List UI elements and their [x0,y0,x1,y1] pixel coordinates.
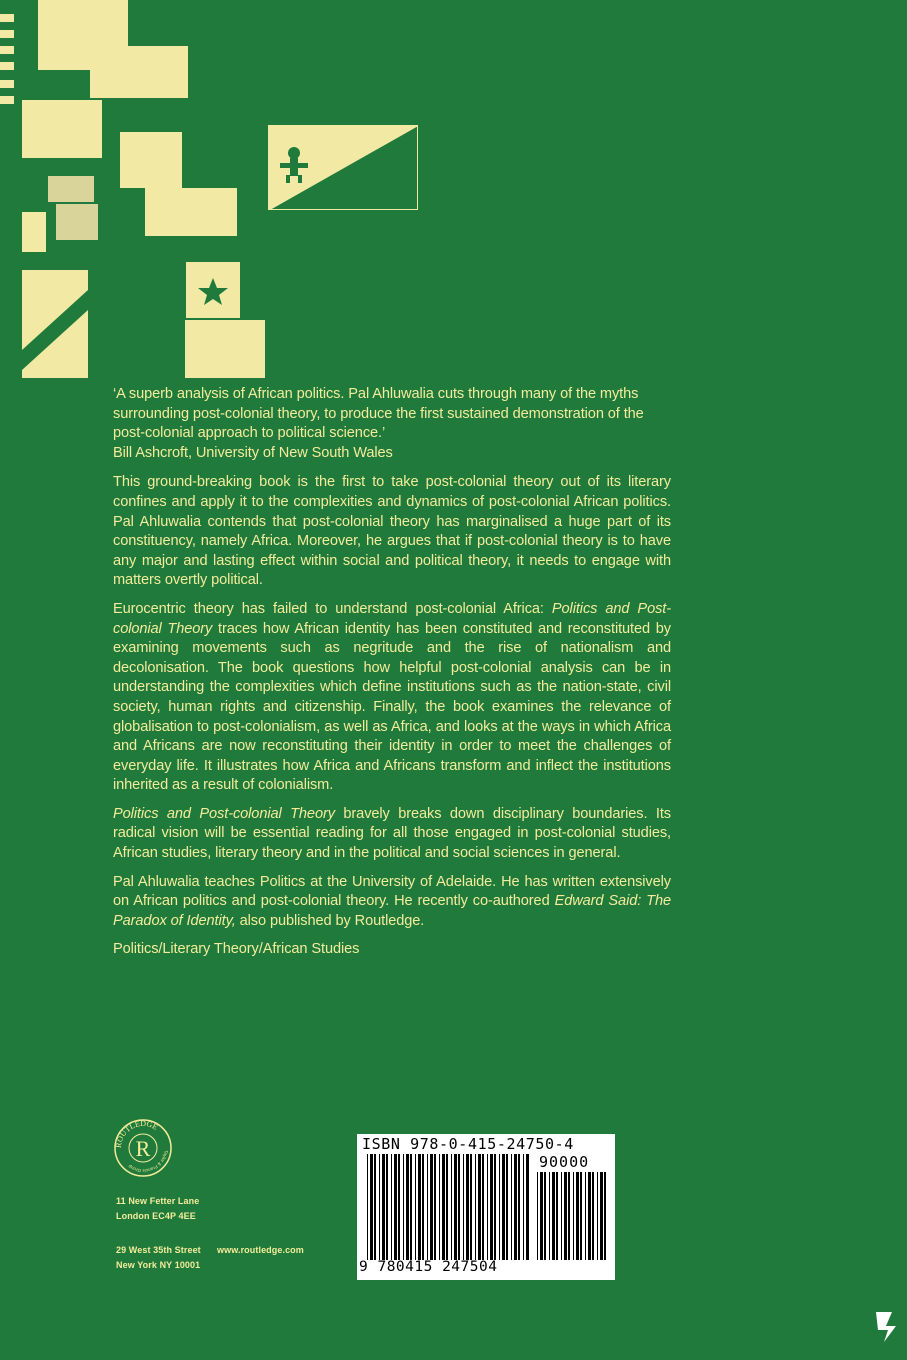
barcode-bar [549,1172,550,1260]
svg-text:Taylor & Francis Group: Taylor & Francis Group [127,1149,169,1174]
star-icon [196,276,230,306]
flag [145,188,237,236]
barcode-bar [370,1154,373,1260]
barcode-bar [430,1154,433,1260]
barcode-bar [475,1154,476,1260]
barcode-bar [494,1154,496,1260]
address-line: 11 New Fetter Lane [116,1196,200,1206]
barcode-bar [382,1154,385,1260]
barcode-bar [585,1172,586,1260]
other-book-title: Edward Said: The Paradox of Identity, [113,893,671,929]
barcode-bar [573,1172,574,1260]
barcode-bar [446,1154,448,1260]
barcode-bar [410,1154,412,1260]
publisher-website[interactable]: www.routledge.com [217,1245,304,1255]
barcode-bar [418,1154,421,1260]
routledge-logo [113,1118,173,1178]
subject-categories: Politics/Literary Theory/African Studies [113,941,360,958]
ean-barcode-bars [367,1154,531,1260]
book-title: Politics and Post-colonial Theory [113,600,671,637]
barcode-bar [592,1172,594,1260]
address-line: London EC4P 4EE [116,1211,196,1221]
barcode-bar [398,1154,400,1260]
flag [120,132,182,188]
bio-intro: Pal Ahluwalia teaches Politics at the University of Adelaide. He has written extensively on African politics and post-colonial theory. He recently co-authored [113,873,671,910]
barcode-bar [540,1172,543,1260]
barcode-bar [511,1154,512,1260]
isbn-barcode [357,1134,615,1280]
barcode-bar [374,1154,376,1260]
barcode-bar [482,1154,484,1260]
barcode-bar [499,1154,500,1260]
address-line: 29 West 35th Street [116,1245,201,1255]
barcode-bar [422,1154,424,1260]
description-paragraph-3 [113,805,671,864]
barcode-bar [490,1154,493,1260]
barcode-bar [580,1172,582,1260]
description-paragraph-1: This ground-breaking book is the first to take post-colonial theory out of its literary confines and apply it to the complexities and dynamics of post-colonial African politics. Pal Ahluwalia contends that post-colonial theory has marginalised a huge part of its constituency, namely Africa. Moreover, he argues that if post-colonial theory is to have any major and lasting effect within social and political theory, it needs to engage with matters overtly political. [113,474,671,589]
barcode-bar [434,1154,436,1260]
barcode-bar [502,1154,505,1260]
barcode-bar [568,1172,570,1260]
isbn-label: ISBN 978-0-415-24750-4 [362,1135,574,1153]
barcode-bar [391,1154,392,1260]
flag [56,204,98,240]
address-line: New York NY 10001 [116,1260,201,1270]
barcode-bar [379,1154,380,1260]
flag [22,212,46,252]
barcode-bar [470,1154,472,1260]
flag-stripe [0,30,14,38]
barcode-bar [415,1154,416,1260]
barcode-bar [537,1172,538,1260]
barcode-bar [427,1154,428,1260]
barcode-bar [451,1154,452,1260]
barcode-bar [561,1172,562,1260]
review-quote: ‘A superb analysis of African politics. Pal Ahluwalia cuts through many of the myths surrounding post-colonial theory, to produce the first sustained demonstration of the post-colonial approach to political science.’ [113,386,644,442]
price-code: 90000 [539,1153,590,1171]
barcode-bar [523,1154,524,1260]
barcode-bar [564,1172,567,1260]
barcode-bar [463,1154,464,1260]
barcode-bar [487,1154,488,1260]
flag-stripe [0,96,14,104]
back-cover-blurb [113,385,671,969]
barcode-bar [506,1154,508,1260]
quote-attribution: Bill Ashcroft, University of New South Wales [113,444,393,461]
para3-rest: bravely breaks down disciplinary boundaries. Its radical vision will be essential reading for all those engaged in post-colonial studies, African studies, literary theory and in the political and social sciences in general. [113,805,671,862]
barcode-bar [556,1172,558,1260]
barcode-bar [600,1172,603,1260]
flag-stripe [0,62,14,70]
barcode-bar [552,1172,555,1260]
description-paragraph-2 [113,600,671,796]
barcode-bar [544,1172,546,1260]
flag-stripe [0,80,14,88]
barcode-bar [406,1154,409,1260]
bio-rest: also published by Routledge. [235,912,425,929]
para2-rest: traces how African identity has been constituted and reconstituted by examining movements such as negritude and the rise of nationalism and decolonisation. The book questions how helpful post-colonial analysis can be in understanding the complexities which define institutions such as the nation-state, civil society, human rights and citizenship. Finally, the book examines the relevance of globalisation to post-colonialism, as well as Africa, and looks at the ways in which Africa and Africans are now reconstituting their identity in order to meet the challenges of everyday life. It illustrates how Africa and Africans transform and inflect the institutions inherited as a result of colonialism. [113,620,672,794]
flag-stripe [0,14,14,22]
corner-mark-icon [876,1312,900,1342]
uk-address [116,1194,199,1224]
svg-text:ROUTLEDGE: ROUTLEDGE [113,1118,160,1149]
barcode-bar [458,1154,460,1260]
barcode-bar [439,1154,440,1260]
barcode-bar [526,1154,529,1260]
flag [22,100,102,158]
barcode-bar [394,1154,397,1260]
barcode-bar [367,1154,368,1260]
barcode-bar [466,1154,469,1260]
barcode-bar [588,1172,591,1260]
us-address [116,1243,201,1273]
para2-intro: Eurocentric theory has failed to understand post-colonial Africa: [113,600,552,617]
barcode-bar [403,1154,404,1260]
barcode-bar [454,1154,457,1260]
flag-stripe [0,46,14,54]
barcode-bar [386,1154,388,1260]
barcode-bar [576,1172,579,1260]
author-bio [113,873,671,932]
book-title: Politics and Post-colonial Theory [113,805,335,822]
barcode-bar [442,1154,445,1260]
svg-text:R: R [135,1136,151,1161]
addon-barcode-bars [537,1172,611,1260]
flag [90,46,188,98]
barcode-bar [597,1172,598,1260]
diagonal-flag [22,270,88,378]
ean-digits: 9 780415 247504 [359,1259,498,1275]
barcode-bar [518,1154,520,1260]
barcode-bar [514,1154,517,1260]
diagonal-flag-emblem [268,125,418,210]
flag [48,176,94,202]
barcode-bar [478,1154,481,1260]
barcode-bar [604,1172,606,1260]
flag [185,320,265,378]
